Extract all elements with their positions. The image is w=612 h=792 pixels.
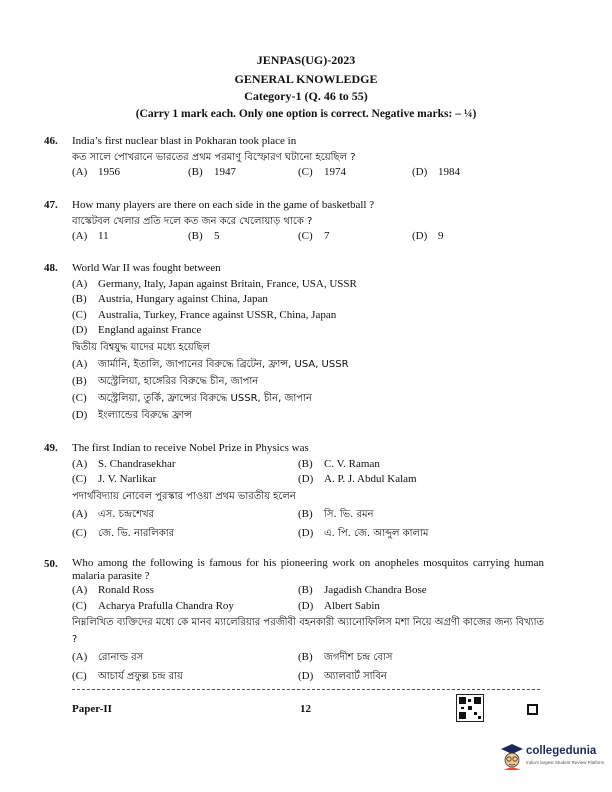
option-bn-d: (D) অ্যালবার্ট সাবিন: [298, 670, 387, 682]
option-bn-a: (A) এস. চন্দ্রশেখর: [72, 507, 155, 520]
option-c: (C) 7: [298, 230, 330, 242]
question-text-en: Who among the following is famous for his pioneering work on anopheles mosquitos carrying human malaria parasite ?: [72, 557, 544, 582]
question-text-bn: কত সালে পোখরানে ভারতের প্রথম পরমাণু বিস্ফোরণ ঘটানো হয়েছিল ?: [72, 151, 356, 163]
question-text-bn: দ্বিতীয় বিশ্বযুদ্ধ যাদের মধ্যে হয়েছিল: [72, 341, 211, 353]
paper-label: Paper-II: [72, 703, 112, 715]
option-en-c: (C) J. V. Narlikar: [72, 473, 157, 485]
question-number: 50.: [44, 558, 58, 570]
option-b: (B) 1947: [188, 166, 236, 178]
options-row-en-1: [72, 457, 544, 473]
question-number: 49.: [44, 442, 58, 454]
options-row-bn-2: [72, 524, 544, 543]
option-bn-c: (C) অস্ট্রেলিয়া, তুর্কি, ফ্রান্সের বিরুদ্ধে USSR, চীন, জাপান: [72, 391, 312, 404]
option-en-a: (A) S. Chandrasekhar: [72, 457, 176, 470]
options-row-bn-1: [72, 505, 544, 524]
option-d: (D) 9: [412, 230, 444, 242]
option-en-d: (D) A. P. J. Abdul Kalam: [298, 473, 417, 485]
option-bn-c: (C) জে. ভি. নারলিকার: [72, 526, 175, 539]
option-a: (A) 11: [72, 230, 109, 242]
brand-name: collegedunia: [526, 745, 597, 757]
question-text-en: India’s first nuclear blast in Pokharan took place in: [72, 135, 297, 147]
graduate-mascot-icon: [500, 743, 524, 771]
option-bn-b: (B) অস্ট্রেলিয়া, হাঙ্গেরির বিরুদ্ধে চীন, জাপান: [72, 374, 259, 387]
option-en-c: (C) Australia, Turkey, France against USSR, China, Japan: [72, 308, 337, 321]
page-number: 12: [300, 703, 311, 715]
option-bn-a: (A) জার্মানি, ইতালি, জাপানের বিরুদ্ধে ব্রিটেন, ফ্রান্স, USA, USSR: [72, 357, 349, 370]
question-47: [44, 198, 544, 245]
question-text-bn: পদার্থবিদ্যায় নোবেল পুরস্কার পাওয়া প্রথম ভারতীয় হলেন: [72, 490, 296, 502]
option-en-a: (A) Ronald Ross: [72, 584, 154, 596]
square-marker-icon: [527, 704, 538, 715]
options-row-en-1: [72, 583, 544, 599]
qr-code-icon: [456, 694, 484, 722]
option-en-a: (A) Germany, Italy, Japan against Britain, France, USA, USSR: [72, 277, 357, 290]
option-b: (B) 5: [188, 230, 220, 242]
options-row-bn-2: [72, 667, 544, 686]
question-46: [44, 134, 544, 181]
option-a: (A) 1956: [72, 166, 120, 178]
option-en-d: (D) Albert Sabin: [298, 599, 380, 612]
option-d: (D) 1984: [412, 166, 460, 178]
question-text-en: World War II was fought between: [72, 262, 221, 274]
question-50: [44, 557, 544, 686]
question-number: 46.: [44, 135, 58, 147]
option-bn-b: (B) সি. ভি. রমন: [298, 507, 374, 520]
question-49: [44, 441, 544, 543]
instructions: (Carry 1 mark each. Only one option is correct. Negative marks: – ¼): [135, 108, 477, 120]
options-row-en-2: [72, 599, 544, 615]
options-row-en-2: [72, 472, 544, 488]
category-title: Category-1 (Q. 46 to 55): [244, 89, 368, 103]
option-bn-a: (A) রোনাল্ড রস: [72, 651, 144, 663]
option-bn-b: (B) জগদীশ চন্দ্র বোস: [298, 651, 393, 663]
question-number: 47.: [44, 199, 58, 211]
options-row-bn-1: [72, 648, 544, 667]
collegedunia-logo: [500, 743, 606, 773]
options-row: [72, 229, 544, 245]
option-en-b: (B) Austria, Hungary against China, Japan: [72, 293, 268, 305]
question-text-bn: নিম্নলিখিত ব্যক্তিদের মধ্যে কে মানব ম্যালেরিয়ার পরজীবী বহনকারী অ্যানোফিলিস মশা নিয়ে অগ্রণী কাজের জন্য বিখ্যাত ?: [72, 617, 544, 645]
subject-title: GENERAL KNOWLEDGE: [234, 72, 378, 86]
brand-tagline: India's largest Student Review Platform: [526, 760, 605, 765]
option-en-c: (C) Acharya Prafulla Chandra Roy: [72, 599, 234, 612]
option-bn-c: (C) আচার্য প্রফুল্ল চন্দ্র রায়: [72, 670, 183, 682]
option-c: (C) 1974: [298, 166, 346, 178]
question-text-bn: বাস্কেটবল খেলার প্রতি দলে কত জন করে খেলোয়াড় থাকে ?: [72, 215, 313, 227]
question-text-en: How many players are there on each side in the game of basketball ?: [72, 199, 375, 211]
option-en-d: (D) England against France: [72, 324, 202, 336]
option-en-b: (B) C. V. Raman: [298, 457, 380, 470]
options-row: [72, 165, 544, 181]
option-en-b: (B) Jagadish Chandra Bose: [298, 584, 427, 596]
question-number: 48.: [44, 262, 58, 274]
option-bn-d: (D) ইংল্যান্ডের বিরুদ্ধে ফ্রান্স: [72, 408, 192, 421]
question-48: [44, 261, 544, 424]
option-bn-d: (D) এ. পি. জে. আব্দুল কালাম: [298, 526, 429, 539]
question-text-en: The first Indian to receive Nobel Prize in Physics was: [72, 442, 309, 454]
exam-title: JENPAS(UG)-2023: [256, 53, 356, 67]
footer-divider: [72, 689, 540, 690]
